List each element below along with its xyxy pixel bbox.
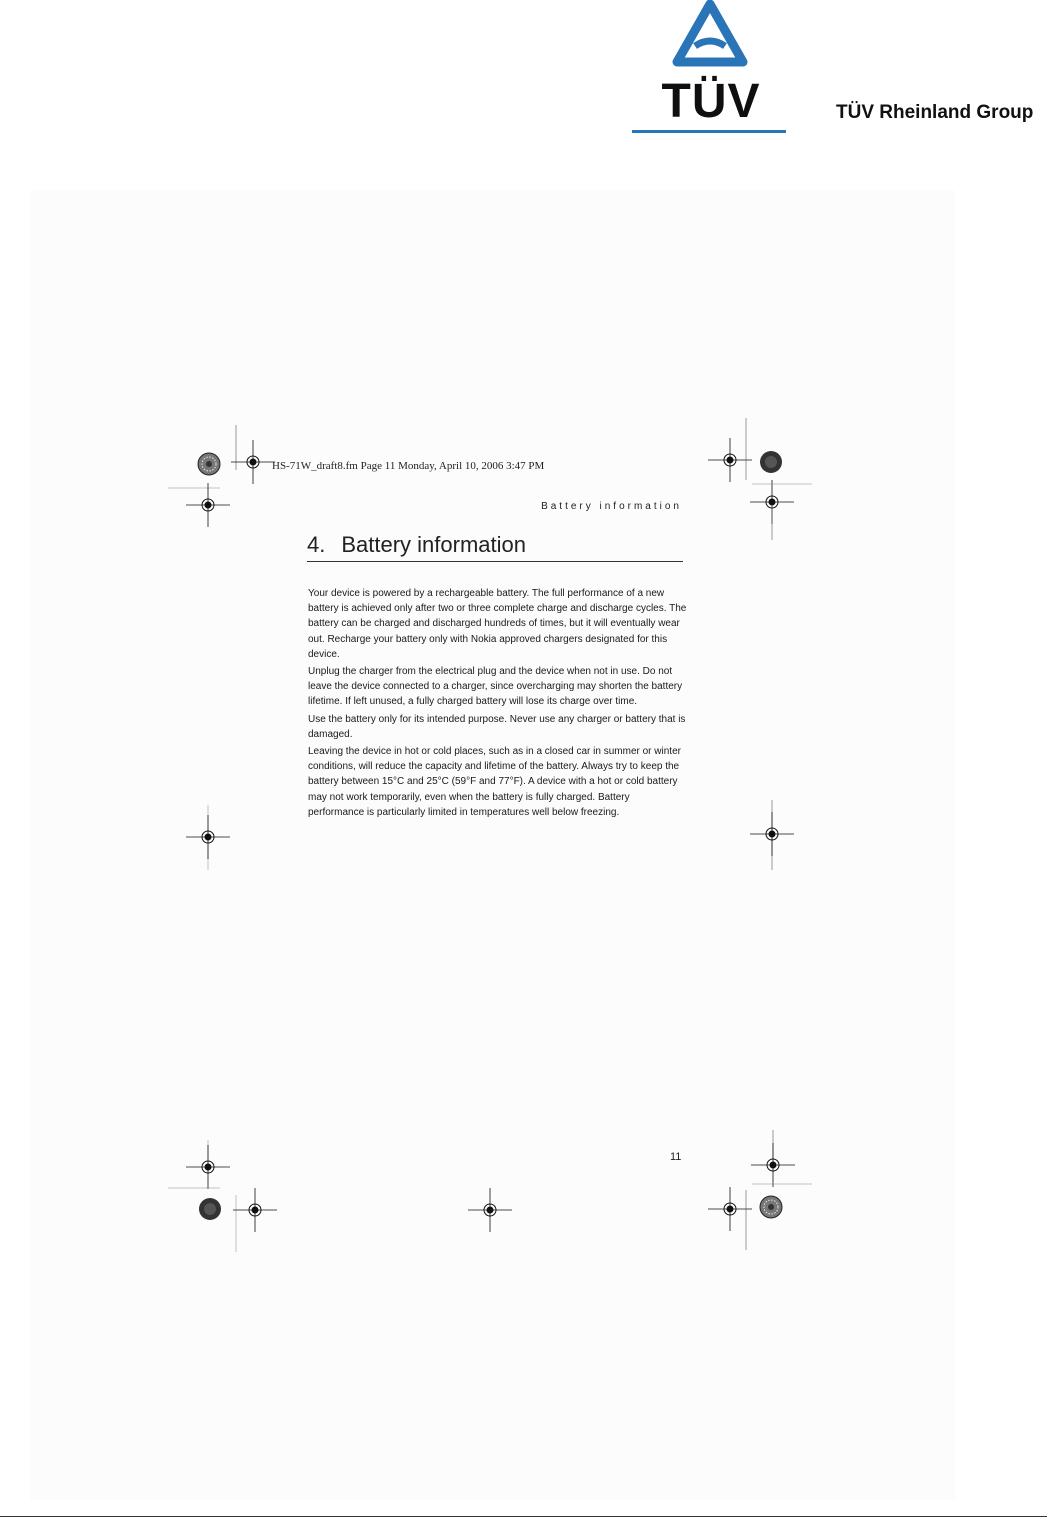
registration-crosshair-icon — [186, 1145, 230, 1189]
paragraph: Use the battery only for its intended purpose. Never use any charger or battery that is damaged. — [308, 713, 686, 740]
group-name: TÜV Rheinland Group — [836, 102, 1034, 123]
logo-wordmark: TÜV — [661, 75, 761, 128]
registration-target-icon — [198, 453, 220, 475]
paragraph: Leaving the device in hot or cold places, such as in a closed car in summer or winter conditions, will reduce the capacity and lifetime of the battery. Always try to keep the battery between 15°C and 25°C (59°F and 77°F). A device with a hot or cold battery may not work temporarily, even when the battery is fully charged. Battery performance is particularly limited in temperatures well below freezing. — [308, 746, 681, 818]
chapter-number: 4. — [307, 532, 326, 557]
page-number: 11 — [670, 1151, 682, 1163]
paragraph: Your device is powered by a rechargeable battery. The full performance of a new battery is achieved only after two or three complete charge and discharge cycles. The battery can be charged and discharged hundreds of times, but it will eventually wear out. Recharge your battery only with Nokia approved chargers designated for this device. — [308, 588, 687, 660]
registration-crosshair-icon — [708, 1187, 752, 1231]
body-text — [308, 586, 688, 822]
registration-target-icon — [760, 1196, 782, 1218]
registration-target-icon — [760, 451, 782, 473]
registration-crosshair-icon — [750, 812, 794, 856]
registration-crosshair-icon — [708, 438, 752, 482]
registration-crosshair-icon — [186, 483, 230, 527]
registration-crosshair-icon — [468, 1188, 512, 1232]
registration-crosshair-icon — [186, 815, 230, 859]
footer-rule — [0, 1516, 1047, 1517]
chapter-heading — [307, 532, 683, 562]
paragraph: Unplug the charger from the electrical plug and the device when not in use. Do not leave the device connected to a charger, since overcharging may shorten the battery lifetime. If left unused, a fully charged battery will lose its charge over time. — [308, 666, 683, 708]
registration-target-icon — [199, 1198, 221, 1220]
registration-crosshair-icon — [231, 440, 275, 484]
registration-crosshair-icon — [233, 1188, 277, 1232]
running-header: Battery information — [541, 501, 682, 512]
registration-crosshair-icon — [751, 1143, 795, 1187]
chapter-title: Battery information — [341, 532, 526, 557]
print-header: HS-71W_draft8.fm Page 11 Monday, April 10, 2006 3:47 PM — [272, 460, 545, 472]
